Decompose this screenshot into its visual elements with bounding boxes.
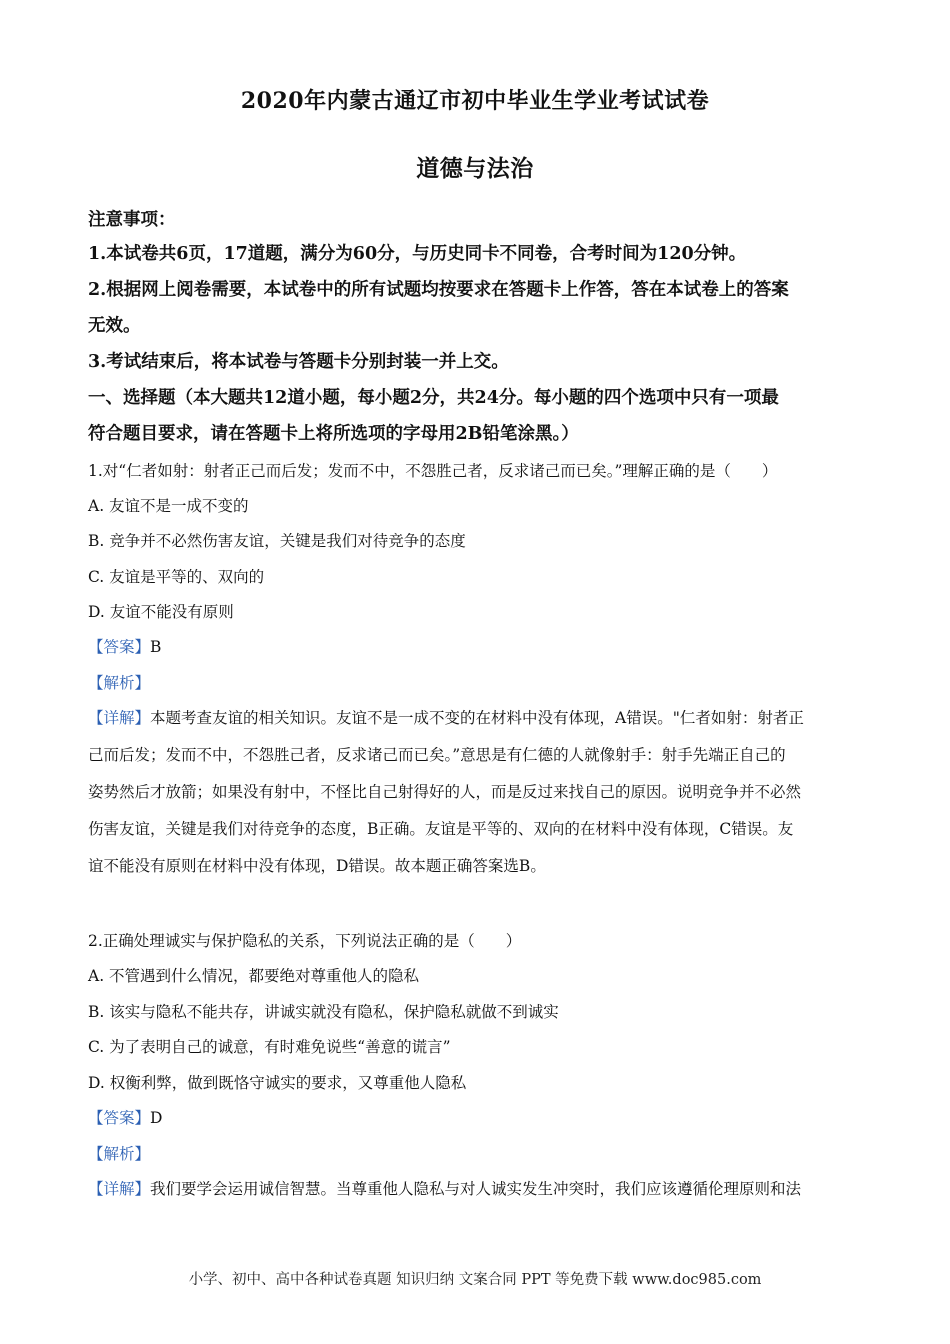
- question-2-option-c: C. 为了表明自己的诚意，有时难免说些“善意的谎言”: [88, 1038, 451, 1056]
- question-1-detail-line-1: [88, 706, 804, 728]
- question-1-detail-line-4: 伤害友谊，关键是我们对待竞争的态度，B正确。友谊是平等的、双向的在材料中没有体现，C错误。友: [88, 820, 794, 838]
- detail-label: 【详解】: [88, 1180, 151, 1198]
- answer-label: 【答案】: [88, 1109, 151, 1127]
- question-1-analysis-label: 【解析】: [88, 674, 151, 692]
- notice-line-2: 2.根据网上阅卷需要，本试卷中的所有试题均按要求在答题卡上作答，答在本试卷上的答案: [88, 280, 789, 300]
- question-2-option-b: B. 该实与隐私不能共存，讲诚实就没有隐私，保护隐私就做不到诚实: [88, 1003, 559, 1021]
- question-1-detail-line-2: 己而后发；发而不中，不怨胜己者，反求诸己而已矣。”意思是有仁德的人就像射手：射手先端正自己的: [88, 746, 786, 764]
- question-1-option-a: A. 友谊不是一成不变的: [88, 497, 249, 515]
- question-2-option-a: A. 不管遇到什么情况，都要绝对尊重他人的隐私: [88, 967, 420, 985]
- question-1-option-c: C. 友谊是平等的、双向的: [88, 568, 265, 586]
- notice-line-1: 1.本试卷共6页，17道题，满分为60分，与历史同卡不同卷，合考时间为120分钟。: [88, 244, 747, 264]
- detail-label: 【详解】: [88, 709, 151, 727]
- detail-text: 我们要学会运用诚信智慧。当尊重他人隐私与对人诚实发生冲突时，我们应该遵循伦理原则和法: [150, 1180, 802, 1198]
- answer-value: B: [150, 638, 162, 656]
- section-heading-line-1: 一、选择题（本大题共12道小题，每小题2分，共24分。每小题的四个选项中只有一项最: [88, 388, 779, 408]
- page-footer: 小学、初中、高中各种试卷真题 知识归纳 文案合同 PPT 等免费下载 www.doc985.com: [188, 1272, 762, 1288]
- question-2-stem: 2.正确处理诚实与保护隐私的关系，下列说法正确的是（ ）: [88, 932, 522, 950]
- section-heading-line-2: 符合题目要求，请在答题卡上将所选项的字母用2B铅笔涂黑。）: [88, 424, 579, 444]
- question-2-answer: [88, 1106, 162, 1128]
- notice-line-4: 3.考试结束后，将本试卷与答题卡分别封装一并上交。: [88, 352, 509, 372]
- page-title: 2020年内蒙古通辽市初中毕业生学业考试试卷: [240, 88, 710, 114]
- question-2-analysis-label: 【解析】: [88, 1145, 151, 1163]
- question-1-option-d: D. 友谊不能没有原则: [88, 603, 234, 621]
- question-1-detail-line-5: 谊不能没有原则在材料中没有体现，D错误。故本题正确答案选B。: [88, 857, 546, 875]
- question-1-answer: [88, 635, 161, 657]
- question-1-detail-line-3: 姿势然后才放箭；如果没有射中，不怪比自己射得好的人，而是反过来找自己的原因。说明竞争并不必然: [88, 783, 802, 801]
- answer-label: 【答案】: [88, 638, 151, 656]
- question-2-detail-line-1: [88, 1177, 801, 1199]
- notice-line-3: 无效。: [88, 316, 141, 336]
- notice-heading: 注意事项：: [88, 210, 176, 230]
- question-1-stem: 1.对“仁者如射：射者正己而后发；发而不中，不怨胜己者，反求诸己而已矣。”理解正确的是（ ）: [88, 462, 778, 480]
- question-2-option-d: D. 权衡利弊，做到既恪守诚实的要求，又尊重他人隐私: [88, 1074, 467, 1092]
- subject-title: 道德与法治: [416, 155, 534, 182]
- answer-value: D: [150, 1109, 163, 1127]
- question-1-option-b: B. 竞争并不必然伤害友谊，关键是我们对待竞争的态度: [88, 532, 466, 550]
- detail-text: 本题考查友谊的相关知识。友谊不是一成不变的在材料中没有体现，A错误。"仁者如射：射者正: [150, 709, 804, 727]
